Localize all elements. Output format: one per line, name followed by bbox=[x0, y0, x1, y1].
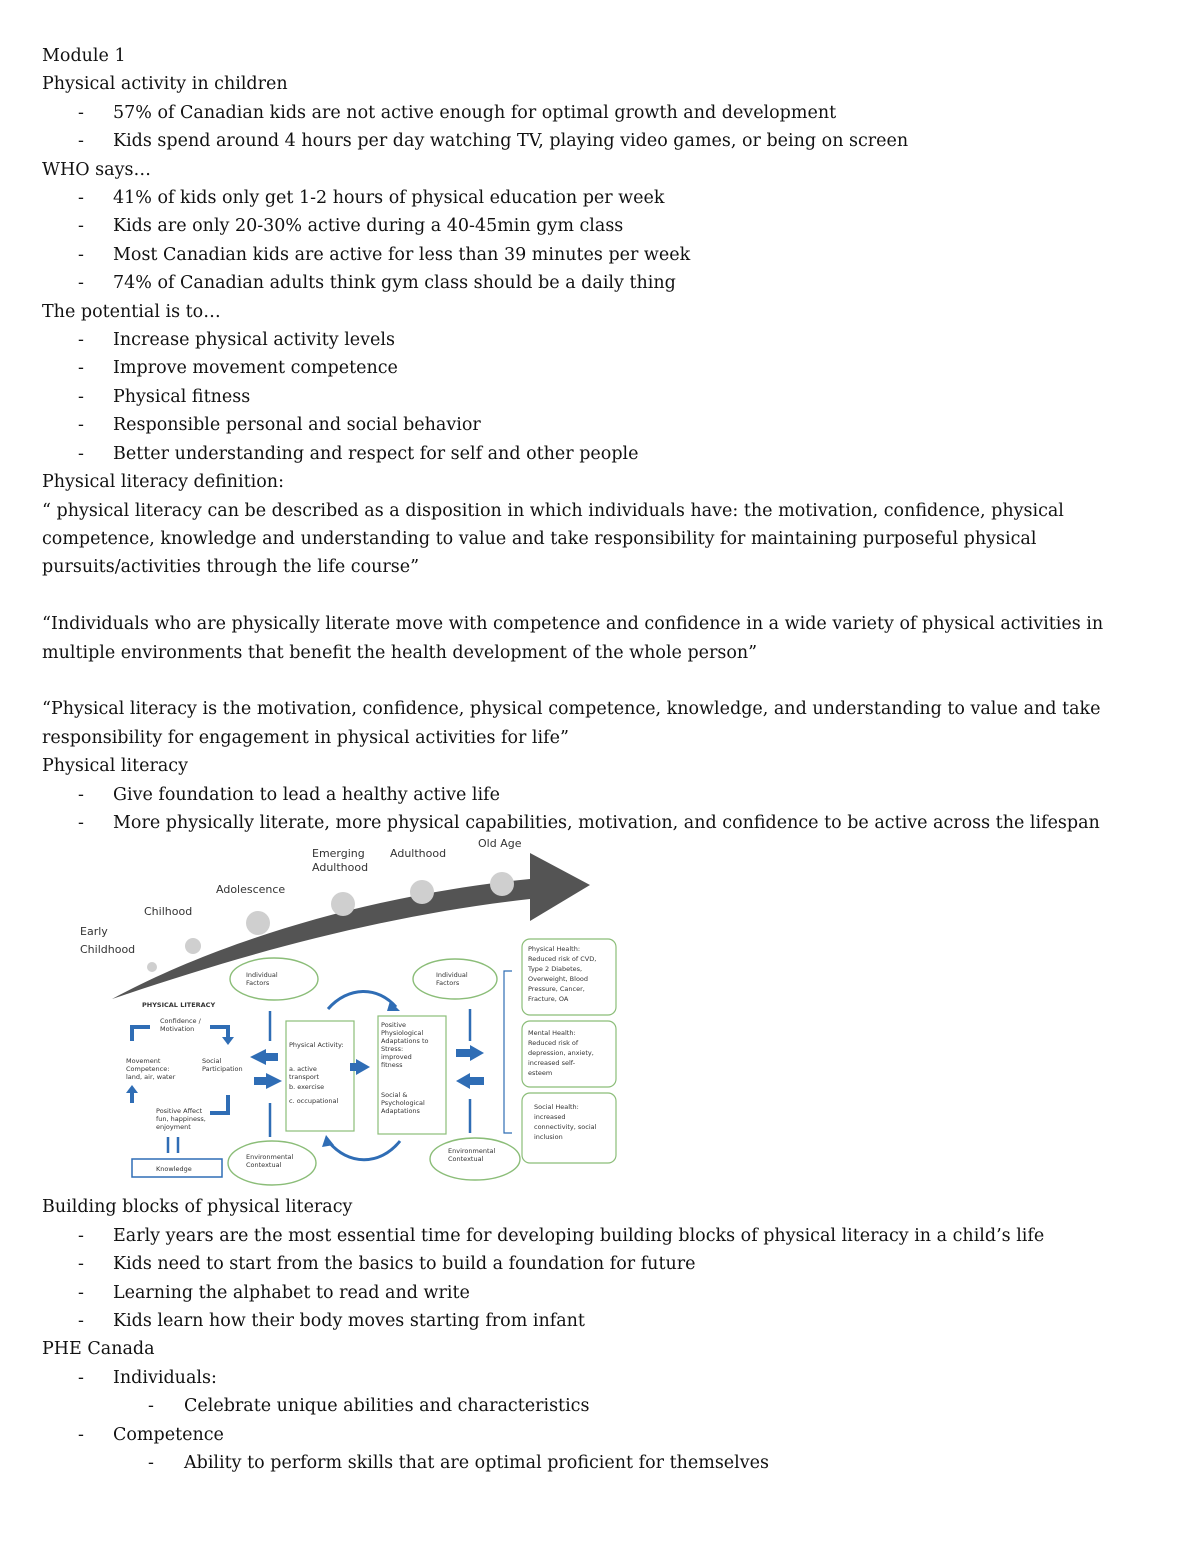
bullet-item: - 41% of kids only get 1-2 hours of physical education per week bbox=[78, 188, 665, 209]
bullet-item: - Increase physical activity levels bbox=[78, 330, 395, 351]
bullet-item: - Learning the alphabet to read and write bbox=[78, 1282, 470, 1303]
blue-arrow bbox=[350, 1059, 370, 1075]
bullet-item: - Competence bbox=[78, 1424, 224, 1445]
heading-physical-activity: Physical activity in children bbox=[42, 74, 288, 95]
physical-literacy-title: PHYSICAL LITERACY bbox=[142, 1001, 216, 1010]
bullet-item: - Give foundation to lead a healthy active life bbox=[78, 784, 500, 805]
stage-label: Emerging bbox=[312, 847, 365, 861]
bullet-item: - Kids learn how their body moves starting from infant bbox=[78, 1310, 585, 1331]
bullet-item: - Kids spend around 4 hours per day watching TV, playing video games, or being on screen bbox=[78, 131, 909, 152]
sub-bullet-item: - Celebrate unique abilities and characteristics bbox=[148, 1396, 590, 1417]
definition-quote-2: “Individuals who are physically literate move with competence and confidence in a wide variety of physical activities in multiple environments that benefit the health development of the whole person” bbox=[42, 614, 1104, 663]
definition-quote-1: “ physical literacy can be described as a disposition in which individuals have: the motivation, confidence, physical competence, knowledge and understanding to value and take responsibility for maintaining purposeful physical pursuits/activities through the life course” bbox=[42, 500, 1064, 578]
blue-arrow bbox=[254, 1073, 282, 1089]
individual-factors-ellipse bbox=[230, 958, 318, 1000]
heading-who-says: WHO says… bbox=[42, 159, 151, 180]
blue-arrow bbox=[250, 1049, 278, 1065]
bullet-item: - Kids need to start from the basics to build a foundation for future bbox=[78, 1254, 696, 1275]
bullet-item: - Most Canadian kids are active for less than 39 minutes per week bbox=[78, 244, 691, 265]
heading-potential: The potential is to… bbox=[42, 301, 221, 322]
sub-bullet-item: - Ability to perform skills that are optimal proficient for themselves bbox=[148, 1453, 769, 1473]
bullet-item: - 74% of Canadian adults think gym class should be a daily thing bbox=[78, 273, 676, 294]
bullet-item: - Improve movement competence bbox=[78, 358, 398, 379]
stage-dot bbox=[410, 880, 434, 904]
stage-label: Adulthood bbox=[312, 861, 369, 875]
bullet-item: - Responsible personal and social behavior bbox=[78, 415, 481, 436]
stage-label: Early bbox=[80, 925, 108, 939]
heading-building-blocks: Building blocks of physical literacy bbox=[42, 1197, 353, 1218]
bullet-item: - 57% of Canadian kids are not active enough for optimal growth and development bbox=[78, 102, 837, 123]
stage-dot bbox=[246, 911, 270, 935]
bullet-item: - Kids are only 20-30% active during a 40-45min gym class bbox=[78, 216, 624, 237]
stage-dot bbox=[490, 872, 514, 896]
outcome-bracket bbox=[504, 971, 512, 1133]
bullet-item: - Physical fitness bbox=[78, 386, 251, 407]
stage-dot bbox=[147, 962, 157, 972]
stage-dot bbox=[185, 938, 201, 954]
cycle-arc bbox=[328, 1141, 400, 1160]
lifespan-arrow bbox=[112, 853, 590, 999]
heading-definition: Physical literacy definition: bbox=[42, 472, 284, 493]
knowledge-label: Knowledge bbox=[156, 1165, 192, 1174]
blue-arrow bbox=[456, 1073, 484, 1089]
bullet-item: - More physically literate, more physical capabilities, motivation, and confidence to be active across the lifespan bbox=[78, 812, 1100, 833]
pl-cycle-arrow bbox=[132, 1027, 150, 1041]
stage-label: Old Age bbox=[478, 837, 522, 851]
module-title: Module 1 bbox=[42, 46, 126, 66]
definition-quote-3: “Physical literacy is the motivation, confidence, physical competence, knowledge, and understanding to value and take responsibility for engagement in physical activities for life” bbox=[42, 699, 1101, 748]
physical-literacy-lifespan-figure: Early Childhood Chilhood Adolescence Emerging Adulthood Adulthood Old Age PHYSICAL LITERACY Confidence / Motivation Movement Competence: land, air, water Social Participation Positive Affect fun, happiness, enjoyment Knowledge Individual Factors Individual Factors Environmental Contextual Environmental Contextual Physical Activity: a. active transport b. exercise c. occupational Positive Physiological Adaptations to Stress: improved fitness Social & Psychological Adaptations Physical Health: Reduced risk of CVD, Type 2 Diabetes, Overweight, Blood Pressure, Cancer, Fracture, OA Mental Health: Reduced risk of depression, anxiety, increased self- esteem Social Health: increased connectivity, social inclusion bbox=[60, 841, 620, 1193]
cycle-arc bbox=[328, 992, 396, 1010]
heading-phe-canada: PHE Canada bbox=[42, 1339, 155, 1360]
pl-cycle-arrow bbox=[210, 1095, 228, 1113]
stage-label: Adulthood bbox=[390, 847, 447, 861]
bullet-item: - Individuals: bbox=[78, 1367, 217, 1388]
heading-physical-literacy: Physical literacy bbox=[42, 756, 188, 777]
document-body bbox=[42, 42, 1162, 1477]
bullet-item: - Early years are the most essential time for developing building blocks of physical literacy in a child’s life bbox=[78, 1225, 1045, 1246]
stage-label: Adolescence bbox=[216, 883, 286, 897]
bullet-item: - Better understanding and respect for self and other people bbox=[78, 443, 639, 464]
stage-label: Childhood bbox=[80, 943, 136, 957]
stage-dot bbox=[331, 892, 355, 916]
blue-arrow bbox=[456, 1045, 484, 1061]
stage-label: Chilhood bbox=[144, 905, 193, 919]
